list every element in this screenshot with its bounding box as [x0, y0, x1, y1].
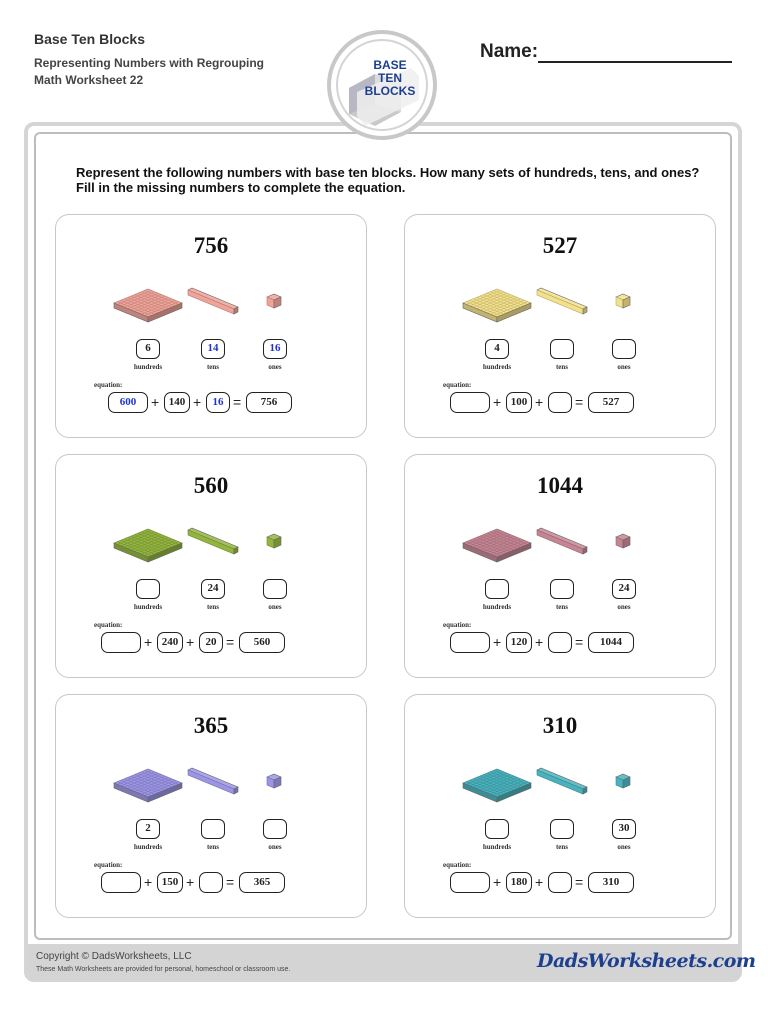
tens-rod-side: [188, 770, 234, 794]
hundreds-label: hundreds: [133, 603, 163, 611]
hundreds-value-box[interactable]: [450, 392, 490, 413]
total-box[interactable]: 527: [588, 392, 634, 413]
total-box[interactable]: 310: [588, 872, 634, 893]
ones-value-box[interactable]: [548, 392, 572, 413]
tens-label: tens: [555, 603, 569, 611]
problem-card: [404, 214, 716, 438]
ones-count-box[interactable]: [612, 339, 636, 359]
hundreds-value-box[interactable]: [450, 872, 490, 893]
tens-label: tens: [206, 843, 220, 851]
tens-rod-side: [188, 290, 234, 314]
tens-label: tens: [555, 363, 569, 371]
tens-label: tens: [206, 363, 220, 371]
hundreds-value-box[interactable]: [101, 632, 141, 653]
instructions: Represent the following numbers with base ten blocks. How many sets of hundreds, tens, and ones? Fill in the missing numbers to complete the equation.: [76, 165, 700, 195]
ones-label: ones: [617, 843, 631, 851]
tens-rod-side: [537, 530, 583, 554]
tens-rod-side: [537, 770, 583, 794]
ones-value-box[interactable]: 20: [199, 632, 223, 653]
problem-card: [55, 694, 367, 918]
ones-count-box[interactable]: 16: [263, 339, 287, 359]
hundreds-label: hundreds: [482, 363, 512, 371]
tens-count-box[interactable]: [201, 819, 225, 839]
equation-label: equation:: [94, 381, 123, 389]
base-ten-blocks: [56, 759, 368, 809]
base-ten-blocks: [405, 519, 717, 569]
copyright: Copyright © DadsWorksheets, LLC: [36, 951, 192, 962]
equation-label: equation:: [443, 381, 472, 389]
hundreds-label: hundreds: [133, 363, 163, 371]
logo: [327, 30, 437, 140]
usage-note: These Math Worksheets are provided for personal, homeschool or classroom use.: [36, 966, 291, 973]
subtitle-text: Representing Numbers with Regrouping: [34, 56, 265, 70]
worksheet-number: Math Worksheet 22: [34, 73, 144, 87]
hundreds-value-box[interactable]: 600: [108, 392, 148, 413]
tens-value-box[interactable]: 150: [157, 872, 183, 893]
equation-label: equation:: [94, 621, 123, 629]
problem-card: [404, 454, 716, 678]
equation-label: equation:: [443, 861, 472, 869]
total-box[interactable]: 1044: [588, 632, 634, 653]
tens-value-box[interactable]: 180: [506, 872, 532, 893]
total-box[interactable]: 365: [239, 872, 285, 893]
tens-rod-top: [188, 528, 238, 549]
equals-sign: =: [226, 874, 235, 890]
problem-number: 560: [193, 473, 229, 498]
hundreds-count-box[interactable]: [485, 819, 509, 839]
logo-text: [355, 59, 425, 98]
equals-sign: =: [575, 874, 584, 890]
ones-label: ones: [268, 363, 282, 371]
plus-sign: +: [493, 634, 502, 650]
tens-rod-top: [188, 288, 238, 309]
page-subtitle: [34, 55, 264, 89]
equation-label: equation:: [94, 861, 123, 869]
tens-value-box[interactable]: 140: [164, 392, 190, 413]
total-box[interactable]: 560: [239, 632, 285, 653]
equals-sign: =: [575, 634, 584, 650]
tens-label: tens: [555, 843, 569, 851]
base-ten-blocks: [405, 759, 717, 809]
tens-rod-side: [188, 530, 234, 554]
logo-line-3: BLOCKS: [364, 84, 416, 98]
equals-sign: =: [575, 394, 584, 410]
base-ten-blocks: [56, 519, 368, 569]
tens-label: tens: [206, 603, 220, 611]
logo-line-2: TEN: [378, 71, 402, 85]
tens-rod-side: [537, 290, 583, 314]
hundreds-label: hundreds: [482, 843, 512, 851]
hundreds-count-box[interactable]: 4: [485, 339, 509, 359]
tens-count-box[interactable]: [550, 819, 574, 839]
plus-sign: +: [193, 394, 202, 410]
problem-card: [55, 454, 367, 678]
ones-label: ones: [617, 603, 631, 611]
equation-label: equation:: [443, 621, 472, 629]
tens-count-box[interactable]: 24: [201, 579, 225, 599]
plus-sign: +: [535, 394, 544, 410]
plus-sign: +: [151, 394, 160, 410]
hundreds-count-box[interactable]: [485, 579, 509, 599]
problem-number: 1044: [537, 473, 583, 498]
problem-number: 365: [193, 713, 229, 738]
ones-count-box[interactable]: 24: [612, 579, 636, 599]
ones-label: ones: [268, 603, 282, 611]
problem-card: [55, 214, 367, 438]
logo-line-1: BASE: [373, 58, 407, 72]
ones-count-box[interactable]: 30: [612, 819, 636, 839]
tens-rod-top: [537, 528, 587, 549]
tens-value-box[interactable]: 240: [157, 632, 183, 653]
hundreds-value-box[interactable]: [101, 872, 141, 893]
ones-value-box[interactable]: [548, 872, 572, 893]
name-label: Name:: [480, 41, 539, 62]
ones-value-box[interactable]: [548, 632, 572, 653]
hundreds-count-box[interactable]: 2: [136, 819, 160, 839]
tens-rod-top: [537, 288, 587, 309]
plus-sign: +: [493, 394, 502, 410]
ones-count-box[interactable]: [263, 579, 287, 599]
ones-label: ones: [268, 843, 282, 851]
equals-sign: =: [233, 394, 242, 410]
tens-value-box[interactable]: 100: [506, 392, 532, 413]
ones-value-box[interactable]: 16: [206, 392, 230, 413]
hundreds-count-box[interactable]: [136, 579, 160, 599]
ones-label: ones: [617, 363, 631, 371]
tens-count-box[interactable]: [550, 339, 574, 359]
base-ten-blocks: [56, 279, 368, 329]
tens-count-box[interactable]: 14: [201, 339, 225, 359]
hundreds-label: hundreds: [133, 843, 163, 851]
equals-sign: =: [226, 634, 235, 650]
tens-rod-top: [188, 768, 238, 789]
page-title: Base Ten Blocks: [34, 31, 146, 47]
problem-number: 527: [542, 233, 578, 258]
tens-count-box[interactable]: [550, 579, 574, 599]
ones-count-box[interactable]: [263, 819, 287, 839]
plus-sign: +: [186, 874, 195, 890]
total-box[interactable]: 756: [246, 392, 292, 413]
hundreds-value-box[interactable]: [450, 632, 490, 653]
plus-sign: +: [535, 874, 544, 890]
name-line: [538, 61, 732, 63]
plus-sign: +: [186, 634, 195, 650]
hundreds-count-box[interactable]: 6: [136, 339, 160, 359]
plus-sign: +: [493, 874, 502, 890]
problem-number: 756: [193, 233, 229, 258]
ones-value-box[interactable]: [199, 872, 223, 893]
base-ten-blocks: [405, 279, 717, 329]
plus-sign: +: [144, 634, 153, 650]
plus-sign: +: [144, 874, 153, 890]
tens-rod-top: [537, 768, 587, 789]
hundreds-label: hundreds: [482, 603, 512, 611]
problem-card: [404, 694, 716, 918]
plus-sign: +: [535, 634, 544, 650]
problem-number: 310: [542, 713, 578, 738]
brand-logo: DadsWorksheets.com: [537, 950, 756, 972]
tens-value-box[interactable]: 120: [506, 632, 532, 653]
